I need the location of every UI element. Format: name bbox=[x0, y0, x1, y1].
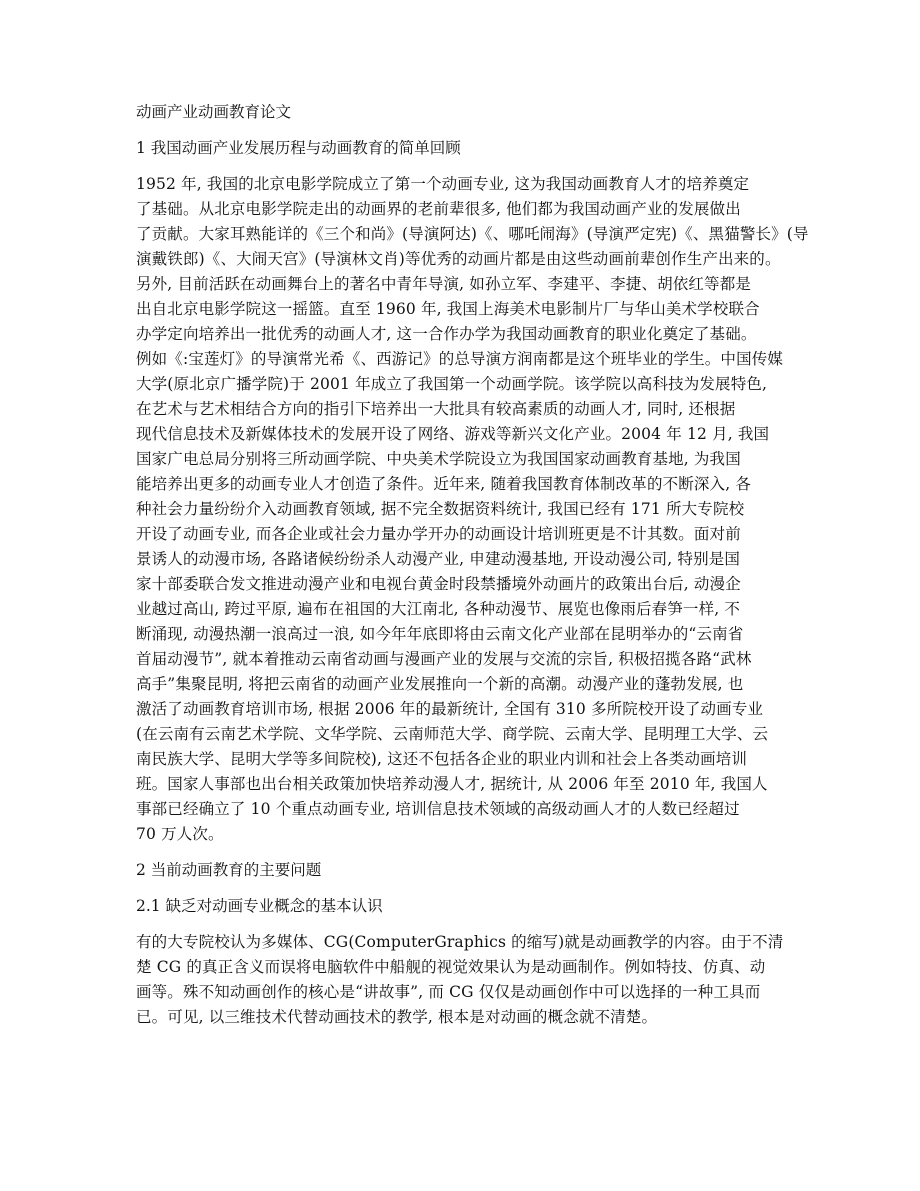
paragraph-line: 办学定向培养出一批优秀的动画人才, 这一合作办学为我国动画教育的职业化奠定了基础。 bbox=[136, 325, 757, 343]
paragraph-line: 首届动漫节”, 就本着推动云南省动画与漫画产业的发展与交流的宗旨, 积极招揽各路“武林 bbox=[136, 650, 752, 668]
paragraph-line: 了贡献。大家耳熟能详的《三个和尚》(导演阿达)《、哪吒闹海》(导演严定宪)《、黑猫警长》(导 bbox=[136, 225, 809, 243]
section-2-1-heading: 2.1 缺乏对动画专业概念的基本认识 bbox=[136, 897, 383, 915]
section-1-paragraph bbox=[136, 172, 809, 847]
section-2-1-paragraph bbox=[136, 930, 791, 1030]
paragraph-line: 另外, 目前活跃在动画舞台上的著名中青年导演, 如孙立军、李建平、李捷、胡依红等都是 bbox=[136, 275, 752, 293]
paragraph-line: 在艺术与艺术相结合方向的指引下培养出一大批具有较高素质的动画人才, 同时, 还根据 bbox=[136, 400, 736, 418]
paragraph-line: 大学(原北京广播学院)于 2001 年成立了我国第一个动画学院。该学院以高科技为发展特色, bbox=[136, 375, 768, 393]
paragraph-line: 事部已经确立了 10 个重点动画专业, 培训信息技术领域的高级动画人才的人数已经超过 bbox=[136, 800, 740, 818]
section-1-heading: 1 我国动画产业发展历程与动画教育的简单回顾 bbox=[136, 139, 461, 157]
paragraph-line: 国家广电总局分别将三所动画学院、中央美术学院设立为我国国家动画教育基地, 为我国 bbox=[136, 450, 741, 468]
paragraph-line: 演戴铁郎)《、大闹天宫》(导演林文肖)等优秀的动画片都是由这些动画前辈创作生产出来的。 bbox=[136, 250, 781, 268]
paragraph-line: 1952 年, 我国的北京电影学院成立了第一个动画专业, 这为我国动画教育人才的培养奠定 bbox=[136, 175, 750, 193]
paragraph-line: 业越过高山, 跨过平原, 遍布在祖国的大江南北, 各种动漫节、展览也像雨后春笋一样, 不 bbox=[136, 600, 741, 618]
document-title: 动画产业动画教育论文 bbox=[136, 103, 292, 121]
paragraph-line: 70 万人次。 bbox=[136, 825, 224, 843]
paragraph-line: 有的大专院校认为多媒体、CG(ComputerGraphics 的缩写)就是动画教学的内容。由于不清 bbox=[136, 933, 784, 951]
paragraph-line: (在云南有云南艺术学院、文华学院、云南师范大学、商学院、云南大学、昆明理工大学、云 bbox=[136, 725, 769, 743]
paragraph-line: 了基础。从北京电影学院走出的动画界的老前辈很多, 他们都为我国动画产业的发展做出 bbox=[136, 200, 741, 218]
paragraph-line: 出自北京电影学院这一摇篮。直至 1960 年, 我国上海美术电影制片厂与华山美术学校联合 bbox=[136, 300, 760, 318]
paragraph-line: 已。可见, 以三维技术代替动画技术的教学, 根本是对动画的概念就不清楚。 bbox=[136, 1008, 658, 1026]
paragraph-line: 能培养出更多的动画专业人才创造了条件。近年来, 随着我国教育体制改革的不断深入, 各 bbox=[136, 475, 752, 493]
paragraph-line: 楚 CG 的真正含义而误将电脑软件中船舰的视觉效果认为是动画制作。例如特技、仿真、动 bbox=[136, 958, 766, 976]
paragraph-line: 种社会力量纷纷介入动画教育领域, 据不完全数据资料统计, 我国已经有 171 所大专院校 bbox=[136, 500, 745, 518]
section-2-heading: 2 当前动画教育的主要问题 bbox=[136, 861, 322, 879]
paragraph-line: 高手”集聚昆明, 将把云南省的动画产业发展推向一个新的高潮。动漫产业的蓬勃发展, 也 bbox=[136, 675, 744, 693]
paragraph-line: 家十部委联合发文推进动漫产业和电视台黄金时段禁播境外动画片的政策出台后, 动漫企 bbox=[136, 575, 741, 593]
paragraph-line: 例如《:宝莲灯》的导演常光希《、西游记》的总导演方润南都是这个班毕业的学生。中国传媒 bbox=[136, 350, 784, 368]
paragraph-line: 画等。殊不知动画创作的核心是“讲故事”, 而 CG 仅仅是动画创作中可以选择的一种工具而 bbox=[136, 983, 761, 1001]
paragraph-line: 南民族大学、昆明大学等多间院校), 这还不包括各企业的职业内训和社会上各类动画培训 bbox=[136, 750, 748, 768]
paragraph-line: 开设了动画专业, 而各企业或社会力量办学开办的动画设计培训班更是不计其数。面对前 bbox=[136, 525, 741, 543]
paragraph-line: 班。国家人事部也出台相关政策加快培养动漫人才, 据统计, 从 2006 年至 2010 年, 我国人 bbox=[136, 775, 768, 793]
paragraph-line: 断涌现, 动漫热潮一浪高过一浪, 如今年年底即将由云南文化产业部在昆明举办的“云南省 bbox=[136, 625, 744, 643]
paragraph-line: 现代信息技术及新媒体技术的发展开设了网络、游戏等新兴文化产业。2004 年 12 月, 我国 bbox=[136, 425, 770, 443]
paragraph-line: 激活了动画教育培训市场, 根据 2006 年的最新统计, 全国有 310 多所院校开设了动画专业 bbox=[136, 700, 764, 718]
document-page bbox=[136, 100, 809, 1041]
paragraph-line: 景诱人的动漫市场, 各路诸候纷纷杀人动漫产业, 申建动漫基地, 开设动漫公司, 特别是国 bbox=[136, 550, 741, 568]
